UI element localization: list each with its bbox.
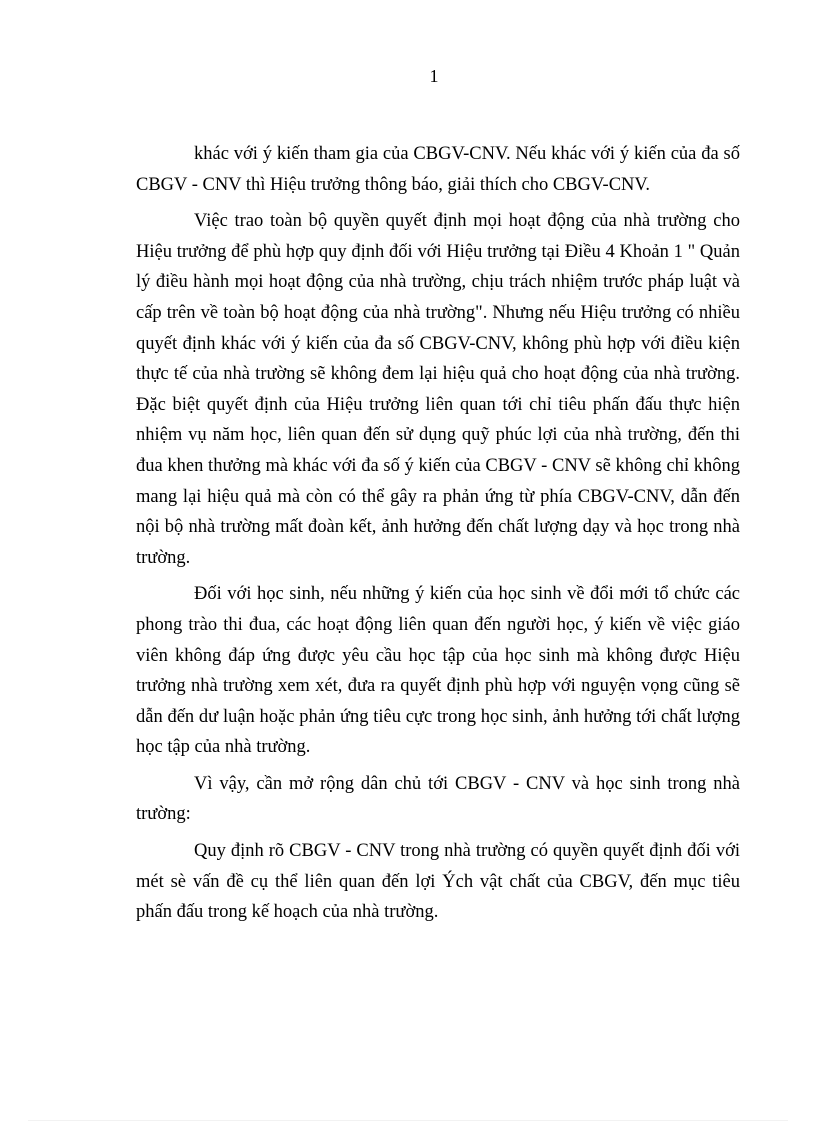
page-bottom-edge (28, 1120, 788, 1121)
paragraph-democracy: Vì vậy, cần mở rộng dân chủ tới CBGV - CNV và học sinh trong nhà trường: (136, 773, 740, 825)
paragraph-regulation: Quy định rõ CBGV - CNV trong nhà trường có quyền quyết định đối với mét sè vấn đề cụ thể liên quan đến lợi Ých vật chất của CBGV, đến mục tiêu phấn đấu trong kế hoạch của nhà trường. (136, 841, 740, 923)
paragraph-students: Đối với học sinh, nếu những ý kiến của học sinh về đổi mới tổ chức các phong trào thi đua, các hoạt động liên quan đến người học, ý kiến về việc giáo viên không đáp ứng được yêu cầu học tập của học sinh mà không được Hiệu trưởng nhà trường xem xét, đưa ra quyết định phù hợp với nguyện vọng cũng sẽ dẫn đến dư luận hoặc phản ứng tiêu cực trong học sinh, ảnh hưởng tới chất lượng học tập của nhà trường. (136, 584, 740, 758)
page-number: 1 (429, 66, 439, 86)
paragraph-principal-authority: Việc trao toàn bộ quyền quyết định mọi hoạt động của nhà trường cho Hiệu trưởng để phù hợp quy định đối với Hiệu trưởng tại Điều 4 Khoản 1 " Quản lý điều hành mọi hoạt động của nhà trường, chịu trách nhiệm trước pháp luật và cấp trên về toàn bộ hoạt động của nhà trường". Nhưng nếu Hiệu trưởng có nhiều quyết định khác với ý kiến của đa số CBGV-CNV, không phù hợp với điều kiện thực tế của nhà trường sẽ không đem lại hiệu quả cho hoạt động của nhà trường. Đặc biệt quyết định của Hiệu trưởng liên quan tới chỉ tiêu phấn đấu thực hiện nhiệm vụ năm học, liên quan đến sử dụng quỹ phúc lợi của nhà trường, đến thi đua khen thưởng mà khác với đa số ý kiến của CBGV - CNV sẽ không chỉ không mang lại hiệu quả mà còn có thể gây ra phản ứng từ phía CBGV-CNV, dẫn đến nội bộ nhà trường mất đoàn kết, ảnh hưởng đến chất lượng dạy và học trong nhà trường. (136, 211, 740, 568)
paragraph-continuation: khác với ý kiến tham gia của CBGV-CNV. Nếu khác với ý kiến của đa số CBGV - CNV thì Hiệu trưởng thông báo, giải thích cho CBGV-CNV. (136, 144, 740, 195)
document-body (136, 139, 740, 928)
